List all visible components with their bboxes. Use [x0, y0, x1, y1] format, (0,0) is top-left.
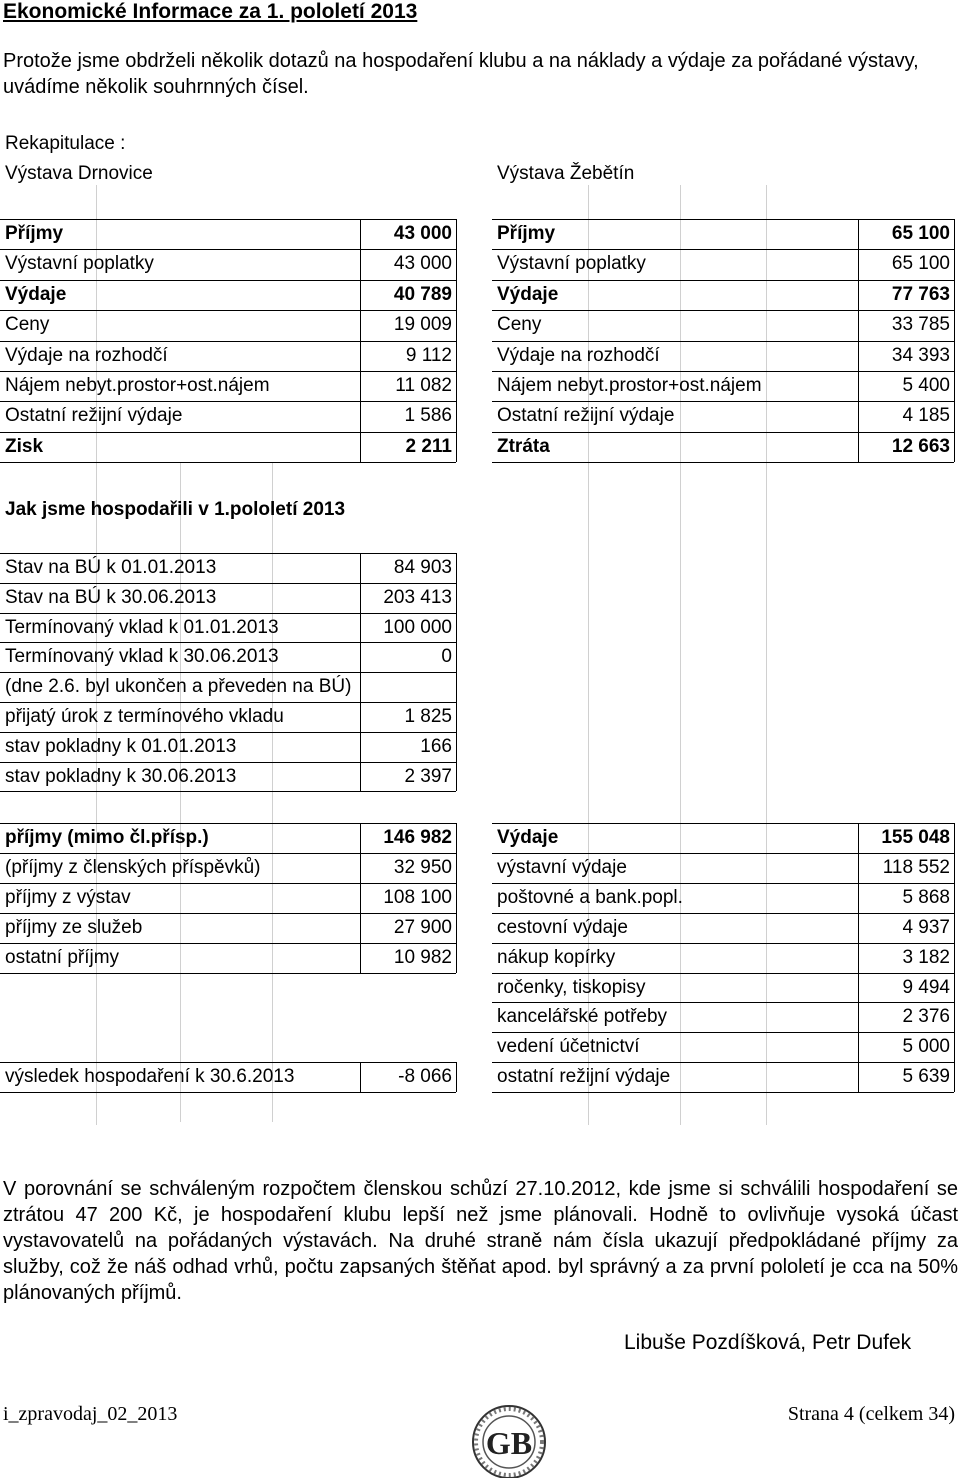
row-label: kancelářské potřeby	[497, 1006, 668, 1028]
row-value: 155 048	[881, 827, 950, 848]
cell-border	[492, 853, 954, 854]
cell-border	[0, 371, 456, 372]
row-value: 10 982	[393, 946, 452, 968]
cell-border	[0, 913, 456, 914]
cell-border	[0, 943, 456, 944]
cell-border	[492, 310, 954, 311]
cell-border	[0, 219, 456, 220]
cell-border	[492, 401, 954, 402]
cell-border	[0, 762, 456, 763]
row-label: Nájem nebyt.prostor+ost.nájem	[5, 375, 270, 396]
row-label: stav pokladny k 30.06.2013	[5, 765, 237, 787]
cell-border	[456, 1062, 457, 1092]
cell-border	[0, 791, 456, 792]
row-value: 65 100	[891, 223, 950, 244]
row-label: stav pokladny k 01.01.2013	[5, 735, 237, 757]
row-value: 146 982	[383, 827, 452, 848]
logo-letters: GB	[485, 1425, 533, 1461]
cell-border	[0, 249, 456, 250]
cell-border	[0, 883, 456, 884]
row-value: 3 182	[902, 946, 950, 968]
row-label: Příjmy	[497, 223, 556, 244]
row-value: 118 552	[882, 856, 950, 878]
cell-border	[492, 973, 954, 974]
right-section-title: Výstava Žebětín	[497, 163, 635, 184]
row-value: 9 112	[405, 344, 452, 366]
left-section-title: Výstava Drnovice	[5, 163, 153, 184]
cell-border	[360, 823, 361, 973]
row-value: 65 100	[891, 253, 950, 275]
row-label: Ostatní režijní výdaje	[5, 405, 183, 427]
row-label: příjmy (mimo čl.přísp.)	[5, 827, 209, 848]
cell-border	[0, 310, 456, 311]
cell-border	[456, 553, 457, 791]
row-label: (dne 2.6. byl ukončen a převeden na BÚ)	[5, 676, 352, 698]
row-value: 34 393	[891, 344, 950, 366]
cell-border	[360, 553, 361, 791]
cell-border	[360, 219, 361, 462]
row-value: 40 789	[393, 283, 452, 305]
cell-border	[456, 823, 457, 973]
row-value: 84 903	[393, 557, 452, 578]
row-label: příjmy ze služeb	[5, 916, 143, 938]
row-value: 0	[441, 646, 452, 668]
row-label: Výdaje	[5, 283, 67, 305]
row-value: 77 763	[891, 283, 950, 305]
result-label: výsledek hospodaření k 30.6.2013	[5, 1066, 295, 1088]
cell-border	[492, 1092, 954, 1093]
cell-border	[492, 219, 954, 220]
row-label: Ostatní režijní výdaje	[497, 405, 675, 427]
footer-page: Strana 4 (celkem 34)	[787, 1403, 955, 1425]
cell-border	[0, 853, 456, 854]
row-label: Termínovaný vklad k 30.06.2013	[5, 646, 279, 668]
cell-border	[492, 1002, 954, 1003]
row-label: Výstavní poplatky	[5, 253, 154, 275]
row-value: 5 400	[902, 375, 950, 396]
row-value: 2 376	[902, 1006, 950, 1028]
cell-border	[0, 613, 456, 614]
row-label: Výdaje na rozhodčí	[497, 344, 660, 366]
row-value: 1 586	[404, 405, 452, 427]
row-value: 11 082	[395, 375, 452, 396]
row-value: 5 868	[902, 886, 950, 908]
row-label: příjmy z výstav	[5, 886, 131, 908]
row-label: ročenky, tiskopisy	[497, 976, 646, 998]
cell-border	[0, 702, 456, 703]
row-label: Stav na BÚ k 30.06.2013	[5, 586, 217, 608]
result-value: -8 066	[398, 1066, 452, 1088]
cell-border	[492, 280, 954, 281]
row-label: Výdaje	[497, 827, 559, 848]
cell-border	[0, 973, 456, 974]
row-value: 2 397	[404, 765, 452, 787]
row-label: (příjmy z členských příspěvků)	[5, 856, 261, 878]
cell-border	[456, 219, 457, 462]
row-label: Výstavní poplatky	[497, 253, 646, 275]
row-label: Příjmy	[5, 223, 64, 244]
footer-issue: i_zpravodaj_02_2013	[3, 1403, 178, 1425]
cell-border	[492, 1032, 954, 1033]
cell-border	[0, 1062, 456, 1063]
row-value: 100 000	[383, 616, 452, 638]
cell-border	[0, 823, 456, 824]
balance-title: Jak jsme hospodařili v 1.pololetí 2013	[5, 499, 346, 520]
cell-border	[0, 732, 456, 733]
signature: Libuše Pozdíšková, Petr Dufek	[624, 1331, 912, 1354]
club-logo	[463, 1398, 555, 1478]
row-label: Ceny	[497, 314, 542, 336]
cell-border	[492, 883, 954, 884]
recap-label: Rekapitulace :	[5, 133, 126, 154]
row-value: 2 211	[405, 435, 452, 457]
cell-border	[492, 823, 954, 824]
row-label: Stav na BÚ k 01.01.2013	[5, 557, 217, 578]
cell-border	[492, 341, 954, 342]
row-value: 5 000	[902, 1036, 950, 1058]
cell-border	[0, 341, 456, 342]
row-label: vedení účetnictví	[497, 1036, 640, 1058]
cell-border	[0, 462, 456, 463]
row-label: cestovní výdaje	[497, 916, 628, 938]
row-label: ostatní režijní výdaje	[497, 1066, 671, 1088]
row-label: Výdaje na rozhodčí	[5, 344, 168, 366]
row-label: Nájem nebyt.prostor+ost.nájem	[497, 375, 762, 396]
row-label: Ceny	[5, 314, 50, 336]
row-value: 9 494	[902, 976, 950, 998]
row-label: Zisk	[5, 435, 44, 457]
conclusion-paragraph: V porovnání se schváleným rozpočtem členskou schůzí 27.10.2012, kde jsme si schválili hospodaření se ztrátou 47 200 Kč, je hospodaření klubu lepší než jsme plánovali. Hodně to ovlivňuje vysoká účast vystavovatelů na pořádaných výstavách. Na druhé straně nám čísla ukazují předpokládané příjmy za služby, což že náš odhad vrhů, počtu zapsaných štěňat apod. byl správný a za první pololetí je cca na 50% plánovaných příjmů.	[3, 1178, 958, 1304]
cell-border	[0, 401, 456, 402]
row-value: 108 100	[383, 886, 452, 908]
row-label: Termínovaný vklad k 01.01.2013	[5, 616, 279, 638]
row-value: 32 950	[393, 856, 452, 878]
row-value: 12 663	[891, 435, 950, 457]
cell-border	[492, 371, 954, 372]
intro-paragraph: Protože jsme obdrželi několik dotazů na hospodaření klubu a na náklady a výdaje za pořádané výstavy, uvádíme několik souhrnných čísel.	[3, 50, 919, 98]
cell-border	[0, 642, 456, 643]
cell-border	[492, 943, 954, 944]
row-value: 203 413	[383, 586, 452, 608]
row-value: 4 937	[902, 916, 950, 938]
row-label: Výdaje	[497, 283, 559, 305]
cell-border	[954, 219, 955, 462]
row-label: přijatý úrok z termínového vkladu	[5, 706, 284, 727]
row-value: 27 900	[393, 916, 452, 938]
row-value: 4 185	[902, 405, 950, 427]
cell-border	[0, 583, 456, 584]
cell-border	[492, 913, 954, 914]
cell-border	[0, 672, 456, 673]
cell-border	[858, 219, 859, 462]
cell-border	[0, 553, 456, 554]
cell-border	[0, 1092, 456, 1093]
cell-border	[492, 432, 954, 433]
row-label: Ztráta	[497, 435, 550, 457]
row-label: ostatní příjmy	[5, 946, 120, 968]
cell-border	[858, 823, 859, 1092]
cell-border	[954, 823, 955, 1092]
row-value: 1 825	[404, 706, 452, 727]
row-value: 33 785	[891, 314, 950, 336]
cell-border	[0, 432, 456, 433]
row-value: 5 639	[902, 1066, 950, 1088]
row-label: výstavní výdaje	[497, 856, 627, 878]
cell-border	[492, 249, 954, 250]
cell-border	[492, 1062, 954, 1063]
cell-border	[360, 1062, 361, 1092]
row-label: nákup kopírky	[497, 946, 616, 968]
row-value: 19 009	[393, 314, 452, 336]
row-value: 43 000	[393, 223, 452, 244]
cell-border	[492, 462, 954, 463]
row-label: poštovné a bank.popl.	[497, 886, 683, 908]
page-title: Ekonomické Informace za 1. pololetí 2013	[3, 0, 418, 23]
row-value: 43 000	[393, 253, 452, 275]
cell-border	[0, 280, 456, 281]
row-value: 166	[420, 735, 452, 757]
